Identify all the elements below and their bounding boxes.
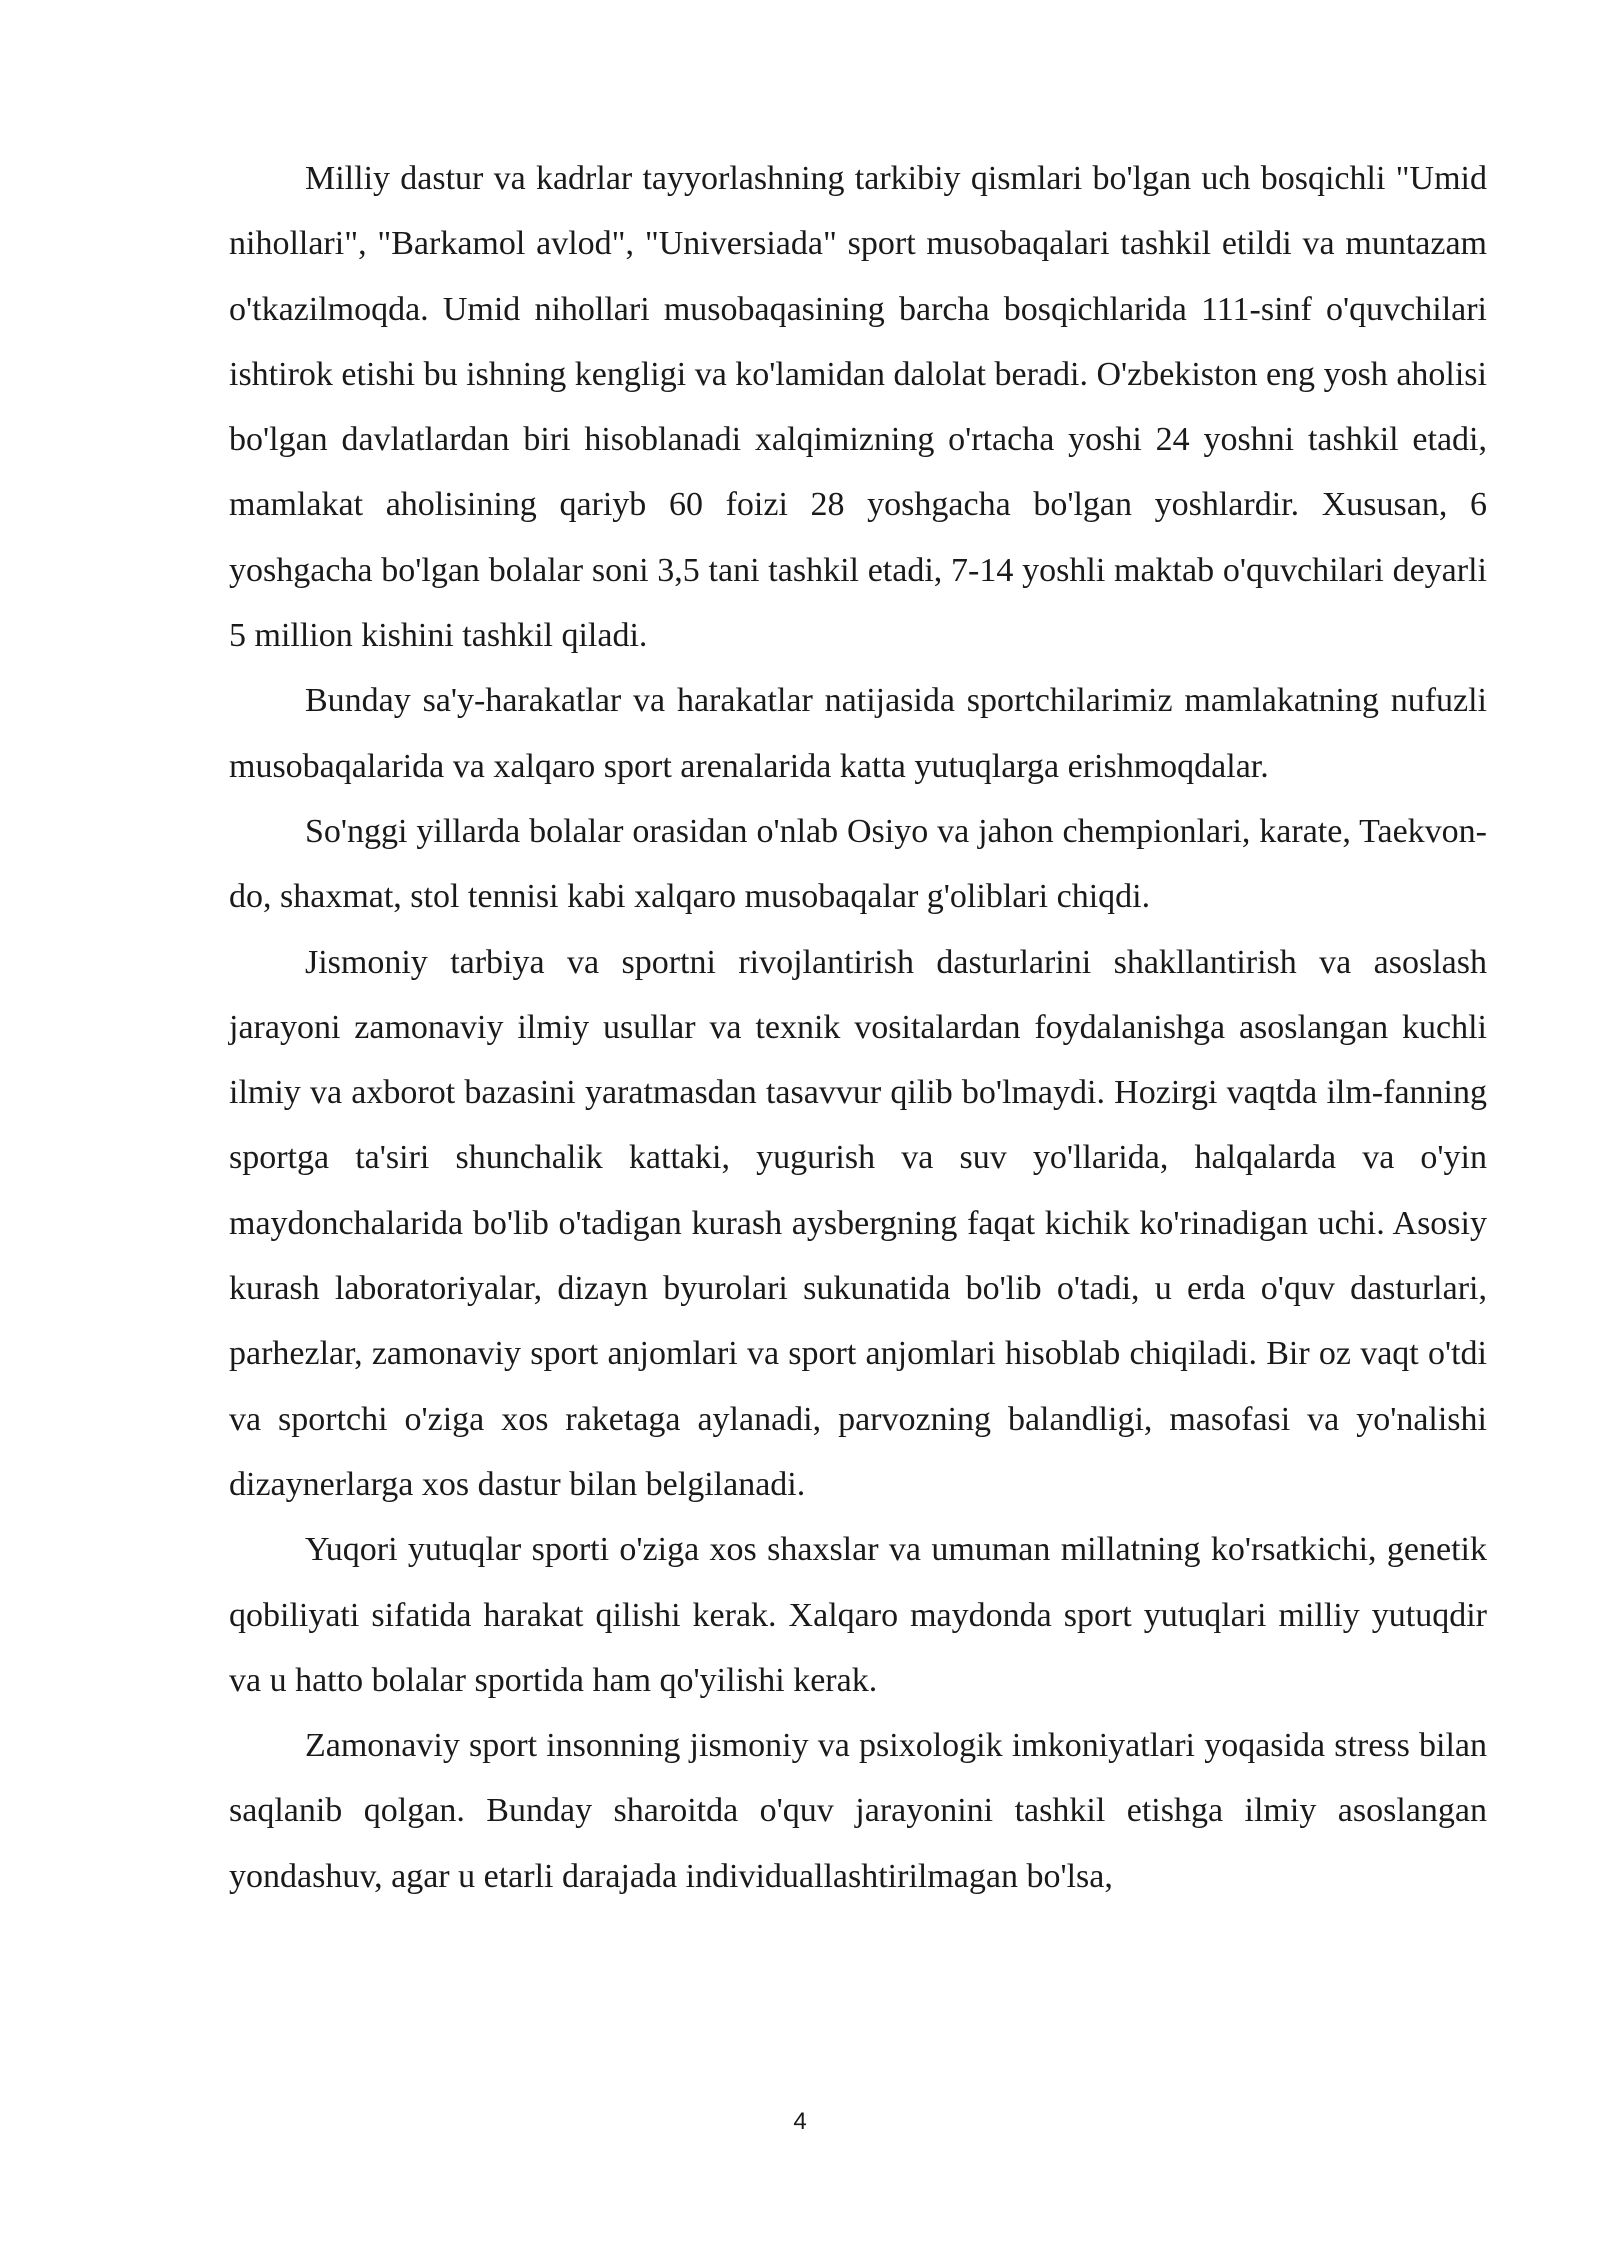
paragraph-6: Zamonaviy sport insonning jismoniy va psixologik imkoniyatlari yoqasida stress bilan saqlanib qolgan. Bunday sharoitda o'quv jarayonini tashkil etishga ilmiy asoslangan yondashuv, agar u etarli darajada individuallashtirilmagan bo'lsa, [229,1727,1487,1895]
paragraph-5: Yuqori yutuqlar sporti o'ziga xos shaxslar va umuman millatning ko'rsatkichi, genetik qobiliyati sifatida harakat qilishi kerak. Xalqaro maydonda sport yutuqlari milliy yutuqdir va u hatto bolalar sportida ham qo'yilishi kerak. [229,1531,1487,1699]
paragraph-2: Bunday sa'y-harakatlar va harakatlar natijasida sportchilarimiz mamlakatning nufuzli musobaqalarida va xalqaro sport arenalarida katta yutuqlarga erishmoqdalar. [229,682,1487,785]
paragraph-1: Milliy dastur va kadrlar tayyorlashning tarkibiy qismlari bo'lgan uch bosqichli "Umid nihollari", "Barkamol avlod", "Universiada" sport musobaqalari tashkil etildi va muntazam o'tkazilmoqda. Umid nihollari musobaqasining barcha bosqichlarida 111-sinf o'quvchilari ishtirok etishi bu ishning kengligi va ko'lamidan dalolat beradi. O'zbekiston eng yosh aholisi bo'lgan davlatlardan biri hisoblanadi xalqimizning o'rtacha yoshi 24 yoshni tashkil etadi, mamlakat aholisining qariyb 60 foizi 28 yoshgacha bo'lgan yoshlardir. Xususan, 6 yoshgacha bo'lgan bolalar soni 3,5 tani tashkil etadi, 7-14 yoshli maktab o'quvchilari deyarli 5 million kishini tashkil qiladi. [229,160,1487,655]
paragraph-4: Jismoniy tarbiya va sportni rivojlantirish dasturlarini shakllantirish va asoslash jarayoni zamonaviy ilmiy usullar va texnik vositalardan foydalanishga asoslangan kuchli ilmiy va axborot bazasini yaratmasdan tasavvur qilib bo'lmaydi. Hozirgi vaqtda ilm-fanning sportga ta'siri shunchalik kattaki, yugurish va suv yo'llarida, halqalarda va o'yin maydonchalarida bo'lib o'tadigan kurash aysbergning faqat kichik ko'rinadigan uchi. Asosiy kurash laboratoriyalar, dizayn byurolari sukunatida bo'lib o'tadi, u erda o'quv dasturlari, parhezlar, zamonaviy sport anjomlari va sport anjomlari hisoblab chiqiladi. Bir oz vaqt o'tdi va sportchi o'ziga xos raketaga aylanadi, parvozning balandligi, masofasi va yo'nalishi dizaynerlarga xos dastur bilan belgilanadi. [229,943,1487,1503]
paragraph-3: So'nggi yillarda bolalar orasidan o'nlab Osiyo va jahon chempionlari, karate, Taekvon-do, shaxmat, stol tennisi kabi xalqaro musobaqalar g'oliblari chiqdi. [229,812,1487,916]
page-number: 4 [793,2108,807,2135]
body-text [229,146,1487,1909]
